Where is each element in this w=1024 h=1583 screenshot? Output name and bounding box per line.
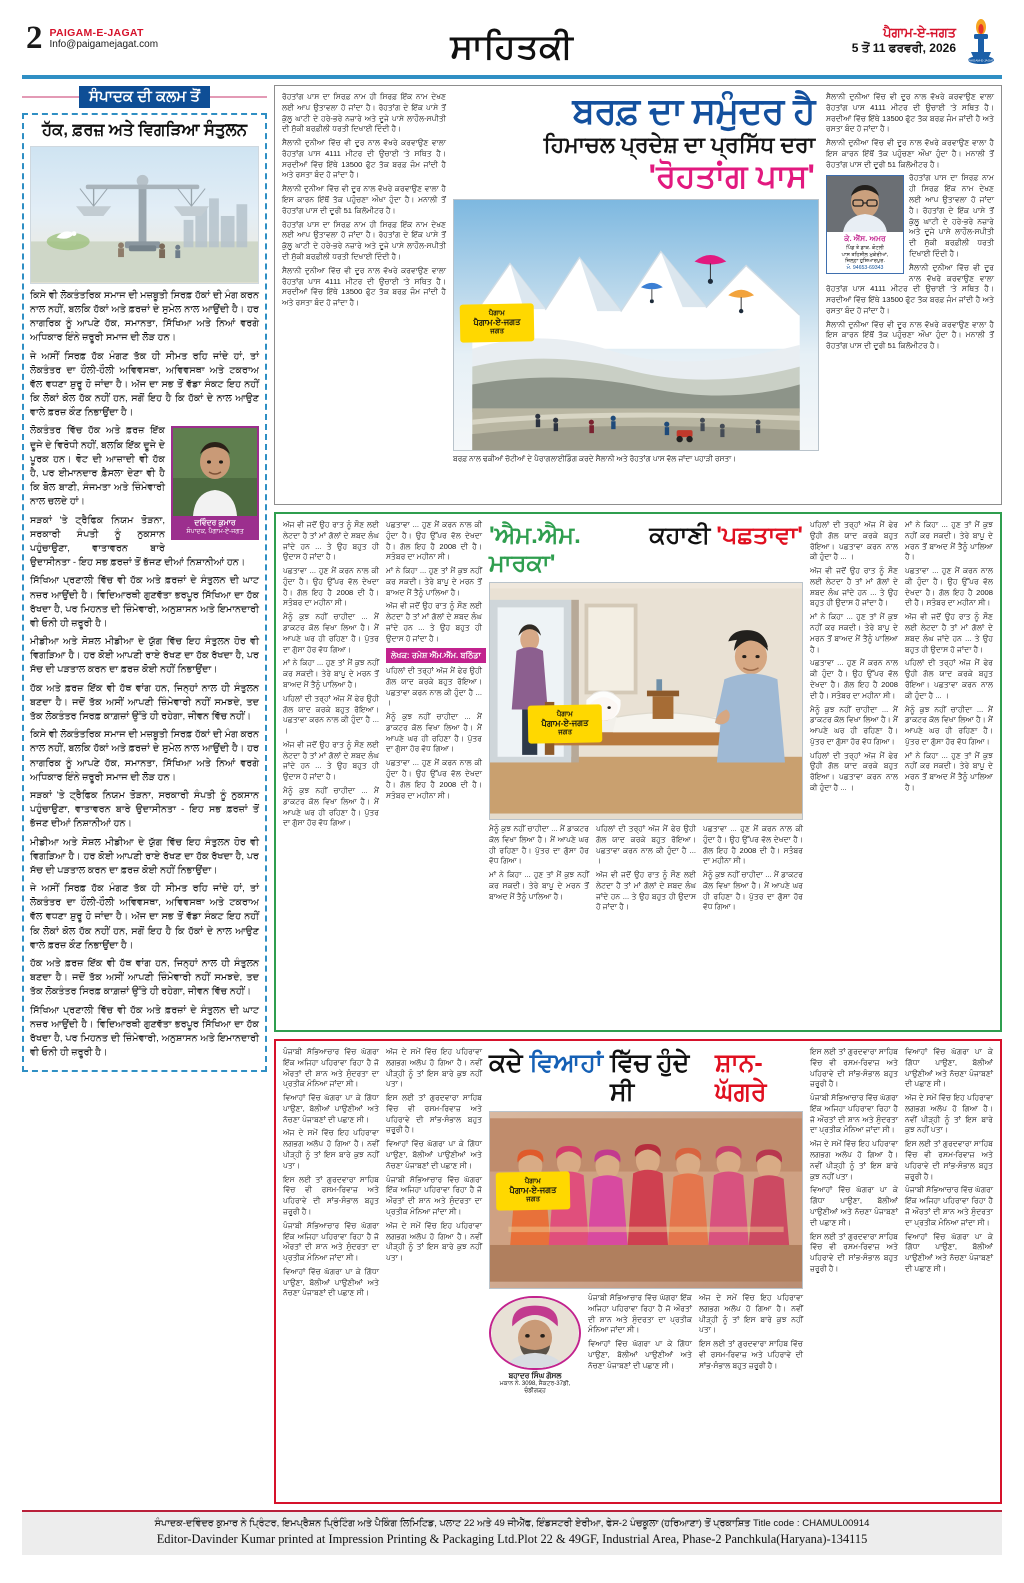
rohtang-headline-line2: ਹਿਮਾਚਲ ਪ੍ਰਦੇਸ਼ ਦਾ ਪ੍ਰਸਿੱਧ ਦਰਾ bbox=[543, 131, 815, 157]
stamp-mid: ਪੈਗਾਮ-ਏ-ਜਗਤ bbox=[473, 317, 521, 328]
rohtang-headline-line1: ਬਰਫ਼ ਦਾ ਸਮੁੰਦਰ ਹੈ bbox=[572, 90, 815, 131]
paragraph: ਅੱਜ ਵੀ ਜਦੋਂ ਉਹ ਰਾਤ ਨੂੰ ਸੌਣ ਲਈ ਲੇਟਦਾ ਹੈ ਤਾਂ ਮਾਂ ਗੱਲਾਂ ਦੇ ਸ਼ਬਦ ਲੰਘ ਜਾਂਦੇ ਹਨ ... ਤੇ ਉਹ ਬਹੁਤ ਹੀ ਉਦਾਸ ਹੋ ਜਾਂਦਾ ਹੈ। bbox=[596, 870, 696, 912]
paragraph: ਇਸ ਲਈ ਤਾਂ ਗੁਰਦਵਾਰਾ ਸਾਹਿਬ ਵਿੱਚ ਵੀ ਰਸਮ-ਰਿਵਾਜ਼ ਅਤੇ ਪਹਿਰਾਵੇ ਦੀ ਸਾਂਭ-ਸੰਭਾਲ ਬਹੁਤ ਜ਼ਰੂਰੀ ਹੈ। bbox=[810, 1047, 898, 1089]
logo-name: ਪੈਗਾਮ-ਏ-ਜਗਤ bbox=[883, 25, 956, 41]
editorial-paragraph: ਜੇ ਅਸੀਂ ਸਿਰਫ਼ ਹੱਕ ਮੰਗਣ ਤੱਕ ਹੀ ਸੀਮਤ ਰਹਿ ਜਾਂਦੇ ਹਾਂ, ਤਾਂ ਲੋਕਤੰਤਰ ਦਾ ਹੌਲੀ-ਹੌਲੀ ਅਵਿਵਸਥਾ, ਅਵਿਵਸਥਾ ਅਤੇ ਟਕਰਾਅ ਵੱਲ ਵਧਣਾ ਸ਼ੁਰੂ ਹੋ ਜਾਂਦਾ ਹੈ। ਅੱਜ ਦਾ ਸਭ ਤੋਂ ਵੱਡਾ ਸੰਕਟ ਇਹ ਨਹੀਂ ਕਿ ਲੋਕਾਂ ਕੋਲ ਹੱਕ ਨਹੀਂ ਹਨ, ਸਗੋਂ ਇਹ ਹੈ ਕਿ ਹੱਕਾਂ ਦੇ ਨਾਲ ਆਉਣ ਵਾਲੇ ਫ਼ਰਜ਼ ਕੌਣ ਨਿਭਾਉਂਦਾ ਹੈ। bbox=[30, 350, 259, 419]
paragraph: ਮੈਨੂੰ ਕੁਝ ਨਹੀਂ ਚਾਹੀਦਾ ... ਮੈਂ ਡਾਕਟਰ ਕੋਲ ਵਿਖਾ ਲਿਆ ਹੈ। ਮੈਂ ਆਪਣੇ ਘਰ ਹੀ ਰਹਿਣਾ ਹੈ। ਪੁੱਤਰ ਦਾ ਗੁੱਸਾ ਹੋਰ ਵੱਧ ਗਿਆ। bbox=[489, 824, 589, 866]
paragraph: ਸੈਲਾਨੀ ਦੁਨੀਆ ਵਿੱਚ ਵੀ ਦੂਰ ਨਾਲ ਵੱਖਰੇ ਕਰਵਾਉਣ ਵਾਲਾ ਰੋਹਤਾਂਗ ਪਾਸ 4111 ਮੀਟਰ ਦੀ ਉਚਾਈ 'ਤੇ ਸਥਿਤ ਹੈ। ਸਰਦੀਆਂ ਵਿੱਚ ਇੱਥੇ 13500 ਫੁੱਟ ਤੱਕ ਬਰਫ਼ ਜੰਮ ਜਾਂਦੀ ਹੈ ਅਤੇ ਰਸਤਾ ਬੰਦ ਹੋ ਜਾਂਦਾ ਹੈ। bbox=[826, 262, 994, 315]
culture-author-name: ਬਹਾਦਰ ਸਿੰਘ ਗੋਸਲ bbox=[508, 1371, 562, 1380]
paragraph: ਰੋਹਤਾਂਗ ਪਾਸ ਦਾ ਸਿਰਫ਼ ਨਾਮ ਹੀ ਸਿਰਫ਼ ਇੱਕ ਨਾਮ ਦੇਖਣ ਲਈ ਆਪ ਉਤਾਵਲਾ ਹੋ ਜਾਂਦਾ ਹੈ। ਰੋਹਤਾਂਗ ਦੇ ਇੱਕ ਪਾਸੇ ਤੋਂ ਕੁੱਲੂ ਘਾਟੀ ਦੇ ਹਰੇ-ਭਰੇ ਨਜ਼ਾਰੇ ਅਤੇ ਦੂਜੇ ਪਾਸੇ ਲਾਹੌਲ-ਸਪੀਤੀ ਦੀ ਸੁੱਕੀ ਬਰਫ਼ੀਲੀ ਧਰਤੀ ਦਿਖਾਈ ਦਿੰਦੀ ਹੈ। bbox=[909, 173, 994, 258]
editorial-banner: ਸੰਪਾਦਕ ਦੀ ਕਲਮ ਤੋਂ bbox=[79, 86, 210, 108]
paragraph: ਰੋਹਤਾਂਗ ਪਾਸ ਦਾ ਸਿਰਫ਼ ਨਾਮ ਹੀ ਸਿਰਫ਼ ਇੱਕ ਨਾਮ ਦੇਖਣ ਲਈ ਆਪ ਉਤਾਵਲਾ ਹੋ ਜਾਂਦਾ ਹੈ। ਰੋਹਤਾਂਗ ਦੇ ਇੱਕ ਪਾਸੇ ਤੋਂ ਕੁੱਲੂ ਘਾਟੀ ਦੇ ਹਰੇ-ਭਰੇ ਨਜ਼ਾਰੇ ਅਤੇ ਦੂਜੇ ਪਾਸੇ ਲਾਹੌਲ-ਸਪੀਤੀ ਦੀ ਸੁੱਕੀ ਬਰਫ਼ੀਲੀ ਧਰਤੀ ਦਿਖਾਈ ਦਿੰਦੀ ਹੈ। bbox=[282, 219, 446, 261]
paragraph: ਮੈਨੂੰ ਕੁਝ ਨਹੀਂ ਚਾਹੀਦਾ ... ਮੈਂ ਡਾਕਟਰ ਕੋਲ ਵਿਖਾ ਲਿਆ ਹੈ। ਮੈਂ ਆਪਣੇ ਘਰ ਹੀ ਰਹਿਣਾ ਹੈ। ਪੁੱਤਰ ਦਾ ਗੁੱਸਾ ਹੋਰ ਵੱਧ ਗਿਆ। bbox=[703, 870, 803, 912]
editorial-author-card bbox=[171, 426, 259, 539]
paragraph: ਪਹਿਲਾਂ ਦੀ ਤਰ੍ਹਾਂ ਅੱਜ ਮੈਂ ਫੇਰ ਉਹੀ ਗੱਲ ਯਾਦ ਕਰਕੇ ਬਹੁਤ ਰੋਇਆ। ਪਛਤਾਵਾ ਕਰਨ ਨਾਲ ਕੀ ਹੁੰਦਾ ਹੈ ... । bbox=[283, 693, 379, 736]
paragraph: ਵਿਆਹਾਂ ਵਿੱਚ ਘੱਗਰਾ ਪਾ ਕੇ ਗਿੱਧਾ ਪਾਉਣਾ, ਬੋਲੀਆਂ ਪਾਉਣੀਆਂ ਅਤੇ ਨੱਚਣਾ ਪੰਜਾਬਣਾਂ ਦੀ ਪਛਾਣ ਸੀ। bbox=[588, 1339, 692, 1370]
articles-column bbox=[274, 85, 1002, 1504]
stamp-bot: ਜਗਤ bbox=[490, 327, 505, 336]
article-ghagra-culture bbox=[274, 1039, 1002, 1504]
rohtang-pass-snow-mountain-photo bbox=[453, 199, 819, 451]
paragraph: ਅੱਜ ਵੀ ਜਦੋਂ ਉਹ ਰਾਤ ਨੂੰ ਸੌਣ ਲਈ ਲੇਟਦਾ ਹੈ ਤਾਂ ਮਾਂ ਗੱਲਾਂ ਦੇ ਸ਼ਬਦ ਲੰਘ ਜਾਂਦੇ ਹਨ ... ਤੇ ਉਹ ਬਹੁਤ ਹੀ ਉਦਾਸ ਹੋ ਜਾਂਦਾ ਹੈ। bbox=[905, 612, 993, 654]
paragraph: ਮਾਂ ਨੇ ਕਿਹਾ ... ਹੁਣ ਤਾਂ ਮੈਂ ਕੁਝ ਨਹੀਂ ਕਰ ਸਕਦੀ। ਤੇਰੇ ਬਾਪੂ ਦੇ ਮਰਨ ਤੋਂ ਬਾਅਦ ਮੈਂ ਤੈਨੂੰ ਪਾਲਿਆ ਹੈ। bbox=[283, 658, 379, 689]
paragraph: ਪਛਤਾਵਾ ... ਹੁਣ ਮੈਂ ਕਰਨ ਨਾਲ ਕੀ ਹੁੰਦਾ ਹੈ। ਉਹ ਉੱਪਰ ਵੱਲ ਦੇਖਦਾ ਹੈ। ਗੱਲ ਇਹ ਹੈ 2008 ਦੀ ਹੈ। ਸਤੰਬਰ ਦਾ ਮਹੀਨਾ ਸੀ। bbox=[905, 566, 993, 608]
paragraph: ਮਾਂ ਨੇ ਕਿਹਾ ... ਹੁਣ ਤਾਂ ਮੈਂ ਕੁਝ ਨਹੀਂ ਕਰ ਸਕਦੀ। ਤੇਰੇ ਬਾਪੂ ਦੇ ਮਰਨ ਤੋਂ ਬਾਅਦ ਮੈਂ ਤੈਨੂੰ ਪਾਲਿਆ ਹੈ। bbox=[810, 612, 898, 654]
culture-text-column-3 bbox=[810, 1047, 898, 1495]
paragraph: ਸੈਲਾਨੀ ਦੁਨੀਆ ਵਿੱਚ ਵੀ ਦੂਰ ਨਾਲ ਵੱਖਰੇ ਕਰਵਾਉਣ ਵਾਲਾ ਰੋਹਤਾਂਗ ਪਾਸ 4111 ਮੀਟਰ ਦੀ ਉਚਾਈ 'ਤੇ ਸਥਿਤ ਹੈ। ਸਰਦੀਆਂ ਵਿੱਚ ਇੱਥੇ 13500 ਫੁੱਟ ਤੱਕ ਬਰਫ਼ ਜੰਮ ਜਾਂਦੀ ਹੈ ਅਤੇ ਰਸਤਾ ਬੰਦ ਹੋ ਜਾਂਦਾ ਹੈ। bbox=[826, 92, 994, 134]
editorial-paragraph: ਸਿੱਖਿਆ ਪ੍ਰਣਾਲੀ ਵਿੱਚ ਵੀ ਹੱਕ ਅਤੇ ਫ਼ਰਜ਼ਾਂ ਦੇ ਸੰਤੁਲਨ ਦੀ ਘਾਟ ਨਜ਼ਰ ਆਉਂਦੀ ਹੈ। ਵਿਦਿਆਰਥੀ ਗੁਣਵੱਤਾ ਭਰਪੂਰ ਸਿੱਖਿਆ ਦਾ ਹੱਕ ਰੱਖਦਾ ਹੈ, ਪਰ ਮਿਹਨਤ ਦੀ ਜ਼ਿੰਮੇਵਾਰੀ, ਅਨੁਸ਼ਾਸਨ ਅਤੇ ਇਮਾਨਦਾਰੀ ਵੀ ਓਨੀ ਹੀ ਜ਼ਰੂਰੀ ਹੈ। bbox=[30, 575, 259, 629]
paragraph: ਮਾਂ ਨੇ ਕਿਹਾ ... ਹੁਣ ਤਾਂ ਮੈਂ ਕੁਝ ਨਹੀਂ ਕਰ ਸਕਦੀ। ਤੇਰੇ ਬਾਪੂ ਦੇ ਮਰਨ ਤੋਂ ਬਾਅਦ ਮੈਂ ਤੈਨੂੰ ਪਾਲਿਆ ਹੈ। bbox=[905, 750, 993, 792]
article-rohtang-pass bbox=[274, 85, 1002, 505]
culture-text-column-4 bbox=[905, 1047, 993, 1495]
editorial-paragraph: ਮੀਡੀਆ ਅਤੇ ਸੋਸ਼ਲ ਮੀਡੀਆ ਦੇ ਯੁੱਗ ਵਿੱਚ ਇਹ ਸੰਤੁਲਨ ਹੋਰ ਵੀ ਵਿਗੜਿਆ ਹੈ। ਹਰ ਕੋਈ ਆਪਣੀ ਰਾਏ ਰੱਖਣ ਦਾ ਹੱਕ ਰੱਖਦਾ ਹੈ, ਪਰ ਸੱਚ ਦੀ ਪੜਤਾਲ ਕਰਨ ਦਾ ਫ਼ਰਜ਼ ਕੋਈ ਨਹੀਂ ਨਿਭਾਉਂਦਾ। bbox=[30, 636, 259, 676]
paragraph: ਪਛਤਾਵਾ ... ਹੁਣ ਮੈਂ ਕਰਨ ਨਾਲ ਕੀ ਹੁੰਦਾ ਹੈ। ਉਹ ਉੱਪਰ ਵੱਲ ਦੇਖਦਾ ਹੈ। ਗੱਲ ਇਹ ਹੈ 2008 ਦੀ ਹੈ। ਸਤੰਬਰ ਦਾ ਮਹੀਨਾ ਸੀ। bbox=[386, 520, 482, 562]
paragraph: ਪੰਜਾਬੀ ਸੱਭਿਆਚਾਰ ਵਿੱਚ ਘੱਗਰਾ ਇੱਕ ਅਜਿਹਾ ਪਹਿਰਾਵਾ ਰਿਹਾ ਹੈ ਜੋ ਔਰਤਾਂ ਦੀ ਸ਼ਾਨ ਅਤੇ ਸੁੰਦਰਤਾ ਦਾ ਪ੍ਰਤੀਕ ਮੰਨਿਆ ਜਾਂਦਾ ਸੀ। bbox=[283, 1220, 379, 1263]
stamp-mid: ਪੈਗਾਮ-ਏ-ਜਗਤ bbox=[541, 717, 589, 729]
masthead bbox=[0, 0, 1024, 72]
paragraph: ਅੱਜ ਵੀ ਜਦੋਂ ਉਹ ਰਾਤ ਨੂੰ ਸੌਣ ਲਈ ਲੇਟਦਾ ਹੈ ਤਾਂ ਮਾਂ ਗੱਲਾਂ ਦੇ ਸ਼ਬਦ ਲੰਘ ਜਾਂਦੇ ਹਨ ... ਤੇ ਉਹ ਬਹੁਤ ਹੀ ਉਦਾਸ ਹੋ ਜਾਂਦਾ ਹੈ। bbox=[283, 739, 379, 782]
issue-date: 5 ਤੋਂ 11 ਫਰਵਰੀ, 2026 bbox=[851, 41, 956, 56]
rohtang-text-column-1 bbox=[282, 92, 446, 497]
editorial-paragraph: ਕਿਸੇ ਵੀ ਲੋਕਤੰਤਰਿਕ ਸਮਾਜ ਦੀ ਮਜ਼ਬੂਤੀ ਸਿਰਫ਼ ਹੱਕਾਂ ਦੀ ਮੰਗ ਕਰਨ ਨਾਲ ਨਹੀਂ, ਬਲਕਿ ਹੱਕਾਂ ਅਤੇ ਫ਼ਰਜ਼ਾਂ ਦੇ ਸੁਮੇਲ ਨਾਲ ਆਉਂਦੀ ਹੈ। ਹਰ ਨਾਗਰਿਕ ਨੂੰ ਆਪਣੇ ਹੱਕ, ਸਮਾਨਤਾ, ਸਿੱਖਿਆ ਅਤੇ ਨਿਆਂ ਵਰਗੇ ਅਧਿਕਾਰ ਇੰਨੇ ਜ਼ਰੂਰੀ ਸਮਾਜ ਦੀ ਲੋੜ ਹਨ। bbox=[30, 729, 259, 783]
culture-text-column-2 bbox=[386, 1047, 482, 1495]
masthead-right bbox=[852, 18, 1000, 64]
culture-main-block bbox=[489, 1047, 803, 1495]
editorial-paragraph: ਕਿਸੇ ਵੀ ਲੋਕਤੰਤਰਿਕ ਸਮਾਜ ਦੀ ਮਜ਼ਬੂਤੀ ਸਿਰਫ਼ ਹੱਕਾਂ ਦੀ ਮੰਗ ਕਰਨ ਨਾਲ ਨਹੀਂ, ਬਲਕਿ ਹੱਕਾਂ ਅਤੇ ਫ਼ਰਜ਼ਾਂ ਦੇ ਸੁਮੇਲ ਨਾਲ ਆਉਂਦੀ ਹੈ। ਹਰ ਨਾਗਰਿਕ ਨੂੰ ਆਪਣੇ ਹੱਕ, ਸਮਾਨਤਾ, ਸਿੱਖਿਆ ਅਤੇ ਨਿਆਂ ਵਰਗੇ ਅਧਿਕਾਰ ਇੰਨੇ ਜ਼ਰੂਰੀ ਸਮਾਜ ਦੀ ਲੋੜ ਹਨ। bbox=[30, 289, 259, 344]
paragraph: ਪਹਿਲਾਂ ਦੀ ਤਰ੍ਹਾਂ ਅੱਜ ਮੈਂ ਫੇਰ ਉਹੀ ਗੱਲ ਯਾਦ ਕਰਕੇ ਬਹੁਤ ਰੋਇਆ। ਪਛਤਾਵਾ ਕਰਨ ਨਾਲ ਕੀ ਹੁੰਦਾ ਹੈ ... । bbox=[386, 665, 482, 708]
paragraph: ਮਾਂ ਨੇ ਕਿਹਾ ... ਹੁਣ ਤਾਂ ਮੈਂ ਕੁਝ ਨਹੀਂ ਕਰ ਸਕਦੀ। ਤੇਰੇ ਬਾਪੂ ਦੇ ਮਰਨ ਤੋਂ ਬਾਅਦ ਮੈਂ ਤੈਨੂੰ ਪਾਲਿਆ ਹੈ। bbox=[386, 566, 482, 597]
svg-text:PAIGAM-E-JAGAT: PAIGAM-E-JAGAT bbox=[968, 58, 994, 63]
editorial-box bbox=[22, 113, 267, 1072]
editorial-paragraph: ਹੱਕ ਅਤੇ ਫ਼ਰਜ਼ ਇੱਕ ਵੀ ਹੱਥ ਵਾਂਗ ਹਨ, ਜਿਨ੍ਹਾਂ ਨਾਲ ਹੀ ਸੰਤੁਲਨ ਬਣਦਾ ਹੈ। ਜਦੋਂ ਤੱਕ ਅਸੀਂ ਆਪਣੀ ਜ਼ਿੰਮੇਵਾਰੀ ਨਹੀਂ ਸਮਝਦੇ, ਤਦ ਤੱਕ ਲੋਕਤੰਤਰ ਸਿਰਫ਼ ਕਾਗ਼ਜ਼ਾਂ ਉੱਤੇ ਹੀ ਰਹੇਗਾ, ਜੀਵਨ ਵਿੱਚ ਨਹੀਂ। bbox=[30, 682, 259, 723]
paragraph: ਅੱਜ ਦੇ ਸਮੇਂ ਵਿੱਚ ਇਹ ਪਹਿਰਾਵਾ ਲਗਭਗ ਅਲੋਪ ਹੋ ਗਿਆ ਹੈ। ਨਵੀਂ ਪੀੜ੍ਹੀ ਨੂੰ ਤਾਂ ਇਸ ਬਾਰੇ ਕੁਝ ਨਹੀਂ ਪਤਾ। bbox=[905, 1093, 993, 1135]
rohtang-author-name: ਕੇ. ਐੱਸ. ਅਮਰ bbox=[844, 234, 886, 244]
editorial-banner-row bbox=[22, 85, 267, 109]
paragraph: ਸੈਲਾਨੀ ਦੁਨੀਆ ਵਿੱਚ ਵੀ ਦੂਰ ਨਾਲ ਵੱਖਰੇ ਕਰਵਾਉਣ ਵਾਲਾ ਹੈ ਇਸ ਕਾਰਨ ਇੱਥੋਂ ਤੱਕ ਪਹੁੰਚਣਾ ਔਖਾ ਹੁੰਦਾ ਹੈ। ਮਨਾਲੀ ਤੋਂ ਰੋਹਤਾਂਗ ਪਾਸ ਦੀ ਦੂਰੀ 51 ਕਿਲੋਮੀਟਰ ਹੈ। bbox=[826, 138, 994, 169]
paragraph: ਵਿਆਹਾਂ ਵਿੱਚ ਘੱਗਰਾ ਪਾ ਕੇ ਗਿੱਧਾ ਪਾਉਣਾ, ਬੋਲੀਆਂ ਪਾਉਣੀਆਂ ਅਤੇ ਨੱਚਣਾ ਪੰਜਾਬਣਾਂ ਦੀ ਪਛਾਣ ਸੀ। bbox=[810, 1185, 898, 1227]
rohtang-author-photo bbox=[827, 176, 903, 232]
paragraph: ਅੱਜ ਦੇ ਸਮੇਂ ਵਿੱਚ ਇਹ ਪਹਿਰਾਵਾ ਲਗਭਗ ਅਲੋਪ ਹੋ ਗਿਆ ਹੈ। ਨਵੀਂ ਪੀੜ੍ਹੀ ਨੂੰ ਤਾਂ ਇਸ ਬਾਰੇ ਕੁਝ ਨਹੀਂ ਪਤਾ। bbox=[810, 1139, 898, 1181]
culture-author-designation: ਮਕਾਨ ਨੰ. 3098, ਸੈਕਟਰ-37ਡੀ, ਚੰਡੀਗੜ੍ਹ bbox=[499, 1380, 571, 1395]
culture-text-under-photo bbox=[588, 1293, 803, 1495]
paragraph: ਮੈਨੂੰ ਕੁਝ ਨਹੀਂ ਚਾਹੀਦਾ ... ਮੈਂ ਡਾਕਟਰ ਕੋਲ ਵਿਖਾ ਲਿਆ ਹੈ। ਮੈਂ ਆਪਣੇ ਘਰ ਹੀ ਰਹਿਣਾ ਹੈ। ਪੁੱਤਰ ਦਾ ਗੁੱਸਾ ਹੋਰ ਵੱਧ ਗਿਆ। bbox=[810, 704, 898, 746]
paragraph: ਸੈਲਾਨੀ ਦੁਨੀਆ ਵਿੱਚ ਵੀ ਦੂਰ ਨਾਲ ਵੱਖਰੇ ਕਰਵਾਉਣ ਵਾਲਾ ਰੋਹਤਾਂਗ ਪਾਸ 4111 ਮੀਟਰ ਦੀ ਉਚਾਈ 'ਤੇ ਸਥਿਤ ਹੈ। ਸਰਦੀਆਂ ਵਿੱਚ ਇੱਥੇ 13500 ਫੁੱਟ ਤੱਕ ਬਰਫ਼ ਜੰਮ ਜਾਂਦੀ ਹੈ ਅਤੇ ਰਸਤਾ ਬੰਦ ਹੋ ਜਾਂਦਾ ਹੈ। bbox=[282, 138, 446, 180]
paragraph: ਅੱਜ ਦੇ ਸਮੇਂ ਵਿੱਚ ਇਹ ਪਹਿਰਾਵਾ ਲਗਭਗ ਅਲੋਪ ਹੋ ਗਿਆ ਹੈ। ਨਵੀਂ ਪੀੜ੍ਹੀ ਨੂੰ ਤਾਂ ਇਸ ਬਾਰੇ ਕੁਝ ਨਹੀਂ ਪਤਾ। bbox=[283, 1128, 379, 1170]
paragraph: ਇਸ ਲਈ ਤਾਂ ਗੁਰਦਵਾਰਾ ਸਾਹਿਬ ਵਿੱਚ ਵੀ ਰਸਮ-ਰਿਵਾਜ਼ ਅਤੇ ਪਹਿਰਾਵੇ ਦੀ ਸਾਂਭ-ਸੰਭਾਲ ਬਹੁਤ ਜ਼ਰੂਰੀ ਹੈ। bbox=[283, 1174, 379, 1216]
rohtang-author-caption bbox=[827, 232, 903, 273]
story-main-block bbox=[489, 520, 803, 1023]
banner-dash-left bbox=[22, 96, 79, 98]
editorial-author-photo bbox=[173, 428, 257, 516]
paragraph: ਅੱਜ ਵੀ ਜਦੋਂ ਉਹ ਰਾਤ ਨੂੰ ਸੌਣ ਲਈ ਲੇਟਦਾ ਹੈ ਤਾਂ ਮਾਂ ਗੱਲਾਂ ਦੇ ਸ਼ਬਦ ਲੰਘ ਜਾਂਦੇ ਹਨ ... ਤੇ ਉਹ ਬਹੁਤ ਹੀ ਉਦਾਸ ਹੋ ਜਾਂਦਾ ਹੈ। bbox=[810, 566, 898, 608]
editorial-paragraph: ਹੱਕ ਅਤੇ ਫ਼ਰਜ਼ ਇੱਕ ਵੀ ਹੱਥ ਵਾਂਗ ਹਨ, ਜਿਨ੍ਹਾਂ ਨਾਲ ਹੀ ਸੰਤੁਲਨ ਬਣਦਾ ਹੈ। ਜਦੋਂ ਤੱਕ ਅਸੀਂ ਆਪਣੀ ਜ਼ਿੰਮੇਵਾਰੀ ਨਹੀਂ ਸਮਝਦੇ, ਤਦ ਤੱਕ ਲੋਕਤੰਤਰ ਸਿਰਫ਼ ਕਾਗ਼ਜ਼ਾਂ ਉੱਤੇ ਹੀ ਰਹੇਗਾ, ਜੀਵਨ ਵਿੱਚ ਨਹੀਂ। bbox=[30, 958, 259, 998]
paragraph: ਮਾਂ ਨੇ ਕਿਹਾ ... ਹੁਣ ਤਾਂ ਮੈਂ ਕੁਝ ਨਹੀਂ ਕਰ ਸਕਦੀ। ਤੇਰੇ ਬਾਪੂ ਦੇ ਮਰਨ ਤੋਂ ਬਾਅਦ ਮੈਂ ਤੈਨੂੰ ਪਾਲਿਆ ਹੈ। bbox=[905, 520, 993, 562]
paragraph: ਅੱਜ ਵੀ ਜਦੋਂ ਉਹ ਰਾਤ ਨੂੰ ਸੌਣ ਲਈ ਲੇਟਦਾ ਹੈ ਤਾਂ ਮਾਂ ਗੱਲਾਂ ਦੇ ਸ਼ਬਦ ਲੰਘ ਜਾਂਦੇ ਹਨ ... ਤੇ ਉਹ ਬਹੁਤ ਹੀ ਉਦਾਸ ਹੋ ਜਾਂਦਾ ਹੈ। bbox=[386, 601, 482, 643]
paragraph: ਮੈਨੂੰ ਕੁਝ ਨਹੀਂ ਚਾਹੀਦਾ ... ਮੈਂ ਡਾਕਟਰ ਕੋਲ ਵਿਖਾ ਲਿਆ ਹੈ। ਮੈਂ ਆਪਣੇ ਘਰ ਹੀ ਰਹਿਣਾ ਹੈ। ਪੁੱਤਰ ਦਾ ਗੁੱਸਾ ਹੋਰ ਵੱਧ ਗਿਆ। bbox=[386, 712, 482, 754]
paragraph: ਅੱਜ ਵੀ ਜਦੋਂ ਉਹ ਰਾਤ ਨੂੰ ਸੌਣ ਲਈ ਲੇਟਦਾ ਹੈ ਤਾਂ ਮਾਂ ਗੱਲਾਂ ਦੇ ਸ਼ਬਦ ਲੰਘ ਜਾਂਦੇ ਹਨ ... ਤੇ ਉਹ ਬਹੁਤ ਹੀ ਉਦਾਸ ਹੋ ਜਾਂਦਾ ਹੈ। bbox=[283, 520, 379, 562]
paragraph: ਇਸ ਲਈ ਤਾਂ ਗੁਰਦਵਾਰਾ ਸਾਹਿਬ ਵਿੱਚ ਵੀ ਰਸਮ-ਰਿਵਾਜ਼ ਅਤੇ ਪਹਿਰਾਵੇ ਦੀ ਸਾਂਭ-ਸੰਭਾਲ ਬਹੁਤ ਜ਼ਰੂਰੀ ਹੈ। bbox=[905, 1139, 993, 1181]
rohtang-headline-line3: 'ਰੋਹਤਾਂਗ ਪਾਸ' bbox=[648, 158, 815, 195]
paragraph: ਇਸ ਲਈ ਤਾਂ ਗੁਰਦਵਾਰਾ ਸਾਹਿਬ ਵਿੱਚ ਵੀ ਰਸਮ-ਰਿਵਾਜ਼ ਅਤੇ ਪਹਿਰਾਵੇ ਦੀ ਸਾਂਭ-ਸੰਭਾਲ ਬਹੁਤ ਜ਼ਰੂਰੀ ਹੈ। bbox=[699, 1339, 803, 1370]
story-headline bbox=[489, 520, 803, 582]
paragraph: ਇਸ ਲਈ ਤਾਂ ਗੁਰਦਵਾਰਾ ਸਾਹਿਬ ਵਿੱਚ ਵੀ ਰਸਮ-ਰਿਵਾਜ਼ ਅਤੇ ਪਹਿਰਾਵੇ ਦੀ ਸਾਂਭ-ਸੰਭਾਲ ਬਹੁਤ ਜ਼ਰੂਰੀ ਹੈ। bbox=[386, 1093, 482, 1135]
paigam-watermark-stamp bbox=[496, 1171, 571, 1210]
story-headline-green: 'ਐਮ.ਐਮ. ਮਾਰਕਾ' bbox=[489, 522, 581, 577]
paragraph: ਅੱਜ ਦੇ ਸਮੇਂ ਵਿੱਚ ਇਹ ਪਹਿਰਾਵਾ ਲਗਭਗ ਅਲੋਪ ਹੋ ਗਿਆ ਹੈ। ਨਵੀਂ ਪੀੜ੍ਹੀ ਨੂੰ ਤਾਂ ਇਸ ਬਾਰੇ ਕੁਝ ਨਹੀਂ ਪਤਾ। bbox=[386, 1047, 482, 1089]
paragraph: ਪਛਤਾਵਾ ... ਹੁਣ ਮੈਂ ਕਰਨ ਨਾਲ ਕੀ ਹੁੰਦਾ ਹੈ। ਉਹ ਉੱਪਰ ਵੱਲ ਦੇਖਦਾ ਹੈ। ਗੱਲ ਇਹ ਹੈ 2008 ਦੀ ਹੈ। ਸਤੰਬਰ ਦਾ ਮਹੀਨਾ ਸੀ। bbox=[283, 566, 379, 608]
section-title: ਸਾਹਿਤਕੀ bbox=[450, 28, 574, 66]
paragraph: ਪਹਿਲਾਂ ਦੀ ਤਰ੍ਹਾਂ ਅੱਜ ਮੈਂ ਫੇਰ ਉਹੀ ਗੱਲ ਯਾਦ ਕਰਕੇ ਬਹੁਤ ਰੋਇਆ। ਪਛਤਾਵਾ ਕਰਨ ਨਾਲ ਕੀ ਹੁੰਦਾ ਹੈ ... । bbox=[905, 658, 993, 700]
scales-of-justice-photo bbox=[30, 146, 259, 284]
paragraph: ਰੋਹਤਾਂਗ ਪਾਸ ਦਾ ਸਿਰਫ਼ ਨਾਮ ਹੀ ਸਿਰਫ਼ ਇੱਕ ਨਾਮ ਦੇਖਣ ਲਈ ਆਪ ਉਤਾਵਲਾ ਹੋ ਜਾਂਦਾ ਹੈ। ਰੋਹਤਾਂਗ ਦੇ ਇੱਕ ਪਾਸੇ ਤੋਂ ਕੁੱਲੂ ਘਾਟੀ ਦੇ ਹਰੇ-ਭਰੇ ਨਜ਼ਾਰੇ ਅਤੇ ਦੂਜੇ ਪਾਸੇ ਲਾਹੌਲ-ਸਪੀਤੀ ਦੀ ਸੁੱਕੀ ਬਰਫ਼ੀਲੀ ਧਰਤੀ ਦਿਖਾਈ ਦਿੰਦੀ ਹੈ। bbox=[282, 92, 446, 134]
paragraph: ਪਛਤਾਵਾ ... ਹੁਣ ਮੈਂ ਕਰਨ ਨਾਲ ਕੀ ਹੁੰਦਾ ਹੈ। ਉਹ ਉੱਪਰ ਵੱਲ ਦੇਖਦਾ ਹੈ। ਗੱਲ ਇਹ ਹੈ 2008 ਦੀ ਹੈ। ਸਤੰਬਰ ਦਾ ਮਹੀਨਾ ਸੀ। bbox=[810, 658, 898, 700]
story-text-column-2 bbox=[386, 520, 482, 1023]
story-text-column-3 bbox=[810, 520, 898, 1023]
story-text-under-photo bbox=[489, 824, 803, 913]
paragraph: ਵਿਆਹਾਂ ਵਿੱਚ ਘੱਗਰਾ ਪਾ ਕੇ ਗਿੱਧਾ ਪਾਉਣਾ, ਬੋਲੀਆਂ ਪਾਉਣੀਆਂ ਅਤੇ ਨੱਚਣਾ ਪੰਜਾਬਣਾਂ ਦੀ ਪਛਾਣ ਸੀ। bbox=[283, 1266, 379, 1298]
rohtang-author-line1: ਪਿੰਡ ਤੇ ਡਾਕ. ਕੋਟਲੀ bbox=[846, 245, 884, 252]
paragraph: ਪਹਿਲਾਂ ਦੀ ਤਰ੍ਹਾਂ ਅੱਜ ਮੈਂ ਫੇਰ ਉਹੀ ਗੱਲ ਯਾਦ ਕਰਕੇ ਬਹੁਤ ਰੋਇਆ। ਪਛਤਾਵਾ ਕਰਨ ਨਾਲ ਕੀ ਹੁੰਦਾ ਹੈ ... । bbox=[810, 520, 898, 562]
editorial-paragraph: ਸਿੱਖਿਆ ਪ੍ਰਣਾਲੀ ਵਿੱਚ ਵੀ ਹੱਕ ਅਤੇ ਫ਼ਰਜ਼ਾਂ ਦੇ ਸੰਤੁਲਨ ਦੀ ਘਾਟ ਨਜ਼ਰ ਆਉਂਦੀ ਹੈ। ਵਿਦਿਆਰਥੀ ਗੁਣਵੱਤਾ ਭਰਪੂਰ ਸਿੱਖਿਆ ਦਾ ਹੱਕ ਰੱਖਦਾ ਹੈ, ਪਰ ਮਿਹਨਤ ਦੀ ਜ਼ਿੰਮੇਵਾਰੀ, ਅਨੁਸ਼ਾਸਨ ਅਤੇ ਇਮਾਨਦਾਰੀ ਵੀ ਓਨੀ ਹੀ ਜ਼ਰੂਰੀ ਹੈ। bbox=[30, 1004, 259, 1059]
culture-headline bbox=[489, 1047, 803, 1111]
rohtang-headline bbox=[453, 92, 819, 194]
culture-headline-part4: ਸ਼ਾਨ-ਘੱਗਰੇ bbox=[714, 1049, 767, 1106]
page-body bbox=[0, 79, 1024, 1504]
paragraph: ਪੰਜਾਬੀ ਸੱਭਿਆਚਾਰ ਵਿੱਚ ਘੱਗਰਾ ਇੱਕ ਅਜਿਹਾ ਪਹਿਰਾਵਾ ਰਿਹਾ ਹੈ ਜੋ ਔਰਤਾਂ ਦੀ ਸ਼ਾਨ ਅਤੇ ਸੁੰਦਰਤਾ ਦਾ ਪ੍ਰਤੀਕ ਮੰਨਿਆ ਜਾਂਦਾ ਸੀ। bbox=[905, 1185, 993, 1227]
story-byline: ਲੇਖਕ: ਰਮੇਸ਼ ਐੱਮ.ਐੱਮ. ਬਠਿੰਡਾ bbox=[386, 648, 486, 663]
stamp-mid: ਪੈਗਾਮ-ਏ-ਜਗਤ bbox=[509, 1184, 557, 1196]
editorial-paragraph: ਲੋਕਤੰਤਰ ਵਿੱਚ ਹੱਕ ਅਤੇ ਫ਼ਰਜ਼ ਇੱਕ ਦੂਜੇ ਦੇ ਵਿਰੋਧੀ ਨਹੀਂ, ਬਲਕਿ ਇੱਕ ਦੂਜੇ ਦੇ ਪੂਰਕ ਹਨ। ਵੋਟ ਦੀ ਆਜ਼ਾਦੀ ਵੀ ਹੱਕ ਹੈ, ਪਰ ਈਮਾਨਦਾਰ ਫ਼ੈਸਲਾ ਦੇਣਾ ਵੀ ਹੈ ਕਿ ਬੋਲ ਬਾਣੀ, ਸੰਜਮਤਾ ਅਤੇ ਜ਼ਿੰਮੇਵਾਰੀ ਨਾਲ ਚਲਦੇ ਹਾਂ। bbox=[30, 425, 165, 508]
page-footer bbox=[22, 1510, 1002, 1555]
paragraph: ਸੈਲਾਨੀ ਦੁਨੀਆ ਵਿੱਚ ਵੀ ਦੂਰ ਨਾਲ ਵੱਖਰੇ ਕਰਵਾਉਣ ਵਾਲਾ ਹੈ ਇਸ ਕਾਰਨ ਇੱਥੋਂ ਤੱਕ ਪਹੁੰਚਣਾ ਔਖਾ ਹੁੰਦਾ ਹੈ। ਮਨਾਲੀ ਤੋਂ ਰੋਹਤਾਂਗ ਪਾਸ ਦੀ ਦੂਰੀ 51 ਕਿਲੋਮੀਟਰ ਹੈ। bbox=[282, 184, 446, 215]
paragraph: ਪੰਜਾਬੀ ਸੱਭਿਆਚਾਰ ਵਿੱਚ ਘੱਗਰਾ ਇੱਕ ਅਜਿਹਾ ਪਹਿਰਾਵਾ ਰਿਹਾ ਹੈ ਜੋ ਔਰਤਾਂ ਦੀ ਸ਼ਾਨ ਅਤੇ ਸੁੰਦਰਤਾ ਦਾ ਪ੍ਰਤੀਕ ਮੰਨਿਆ ਜਾਂਦਾ ਸੀ। bbox=[386, 1174, 482, 1216]
culture-headline-part3: ਵਿੱਚ ਹੁੰਦੇ ਸੀ bbox=[609, 1049, 690, 1106]
paragraph: ਪੰਜਾਬੀ ਸੱਭਿਆਚਾਰ ਵਿੱਚ ਘੱਗਰਾ ਇੱਕ ਅਜਿਹਾ ਪਹਿਰਾਵਾ ਰਿਹਾ ਹੈ ਜੋ ਔਰਤਾਂ ਦੀ ਸ਼ਾਨ ਅਤੇ ਸੁੰਦਰਤਾ ਦਾ ਪ੍ਰਤੀਕ ਮੰਨਿਆ ਜਾਂਦਾ ਸੀ। bbox=[588, 1293, 692, 1335]
paragraph: ਸੈਲਾਨੀ ਦੁਨੀਆ ਵਿੱਚ ਵੀ ਦੂਰ ਨਾਲ ਵੱਖਰੇ ਕਰਵਾਉਣ ਵਾਲਾ ਰੋਹਤਾਂਗ ਪਾਸ 4111 ਮੀਟਰ ਦੀ ਉਚਾਈ 'ਤੇ ਸਥਿਤ ਹੈ। ਸਰਦੀਆਂ ਵਿੱਚ ਇੱਥੇ 13500 ਫੁੱਟ ਤੱਕ ਬਰਫ਼ ਜੰਮ ਜਾਂਦੀ ਹੈ ਅਤੇ ਰਸਤਾ ਬੰਦ ਹੋ ਜਾਂਦਾ ਹੈ। bbox=[282, 265, 446, 308]
culture-headline-part2: ਵਿਆਹਾਂ bbox=[529, 1049, 603, 1077]
stamp-bot: ਜਗਤ bbox=[558, 728, 573, 736]
stamp-top: ਪੈਗਾਮ bbox=[488, 310, 505, 318]
culture-headline-part1: ਕਦੇ bbox=[489, 1049, 523, 1077]
stamp-top: ਪੈਗਾਮ bbox=[556, 710, 573, 719]
editorial-author-name: ਦਵਿੰਦਰ ਕੁਮਾਰ bbox=[194, 518, 236, 528]
editorial-column bbox=[22, 85, 267, 1504]
story-headline-black: ਕਹਾਣੀ bbox=[649, 522, 711, 549]
editorial-author-caption bbox=[173, 516, 257, 537]
paragraph: ਅੱਜ ਦੇ ਸਮੇਂ ਵਿੱਚ ਇਹ ਪਹਿਰਾਵਾ ਲਗਭਗ ਅਲੋਪ ਹੋ ਗਿਆ ਹੈ। ਨਵੀਂ ਪੀੜ੍ਹੀ ਨੂੰ ਤਾਂ ਇਸ ਬਾਰੇ ਕੁਝ ਨਹੀਂ ਪਤਾ। bbox=[699, 1293, 803, 1335]
editorial-body bbox=[30, 289, 259, 1065]
culture-text-column-1 bbox=[283, 1047, 379, 1495]
paragraph: ਮੈਨੂੰ ਕੁਝ ਨਹੀਂ ਚਾਹੀਦਾ ... ਮੈਂ ਡਾਕਟਰ ਕੋਲ ਵਿਖਾ ਲਿਆ ਹੈ। ਮੈਂ ਆਪਣੇ ਘਰ ਹੀ ਰਹਿਣਾ ਹੈ। ਪੁੱਤਰ ਦਾ ਗੁੱਸਾ ਹੋਰ ਵੱਧ ਗਿਆ। bbox=[283, 612, 379, 654]
story-text-column-4 bbox=[905, 520, 993, 1023]
paigam-watermark-stamp bbox=[460, 304, 535, 343]
culture-author-photo bbox=[489, 1296, 581, 1370]
masthead-left bbox=[26, 20, 159, 56]
editorial-paragraph: ਮੀਡੀਆ ਅਤੇ ਸੋਸ਼ਲ ਮੀਡੀਆ ਦੇ ਯੁੱਗ ਵਿੱਚ ਇਹ ਸੰਤੁਲਨ ਹੋਰ ਵੀ ਵਿਗੜਿਆ ਹੈ। ਹਰ ਕੋਈ ਆਪਣੀ ਰਾਏ ਰੱਖਣ ਦਾ ਹੱਕ ਰੱਖਦਾ ਹੈ, ਪਰ ਸੱਚ ਦੀ ਪੜਤਾਲ ਕਰਨ ਦਾ ਫ਼ਰਜ਼ ਕੋਈ ਨਹੀਂ ਨਿਭਾਉਂਦਾ। bbox=[30, 836, 259, 876]
paragraph: ਮੈਨੂੰ ਕੁਝ ਨਹੀਂ ਚਾਹੀਦਾ ... ਮੈਂ ਡਾਕਟਰ ਕੋਲ ਵਿਖਾ ਲਿਆ ਹੈ। ਮੈਂ ਆਪਣੇ ਘਰ ਹੀ ਰਹਿਣਾ ਹੈ। ਪੁੱਤਰ ਦਾ ਗੁੱਸਾ ਹੋਰ ਵੱਧ ਗਿਆ। bbox=[905, 704, 993, 746]
stamp-top: ਪੈਗਾਮ bbox=[524, 1177, 541, 1186]
rohtang-author-phone: ਮੋ. 94653-69343 bbox=[846, 264, 884, 271]
paragraph: ਵਿਆਹਾਂ ਵਿੱਚ ਘੱਗਰਾ ਪਾ ਕੇ ਗਿੱਧਾ ਪਾਉਣਾ, ਬੋਲੀਆਂ ਪਾਉਣੀਆਂ ਅਤੇ ਨੱਚਣਾ ਪੰਜਾਬਣਾਂ ਦੀ ਪਛਾਣ ਸੀ। bbox=[905, 1231, 993, 1273]
mother-son-hospital-room-photo bbox=[489, 582, 803, 820]
paragraph: ਇਸ ਲਈ ਤਾਂ ਗੁਰਦਵਾਰਾ ਸਾਹਿਬ ਵਿੱਚ ਵੀ ਰਸਮ-ਰਿਵਾਜ਼ ਅਤੇ ਪਹਿਰਾਵੇ ਦੀ ਸਾਂਭ-ਸੰਭਾਲ ਬਹੁਤ ਜ਼ਰੂਰੀ ਹੈ। bbox=[810, 1231, 898, 1273]
punjabi-women-traditional-dress-photo bbox=[489, 1111, 803, 1289]
paragraph: ਪੰਜਾਬੀ ਸੱਭਿਆਚਾਰ ਵਿੱਚ ਘੱਗਰਾ ਇੱਕ ਅਜਿਹਾ ਪਹਿਰਾਵਾ ਰਿਹਾ ਹੈ ਜੋ ਔਰਤਾਂ ਦੀ ਸ਼ਾਨ ਅਤੇ ਸੁੰਦਰਤਾ ਦਾ ਪ੍ਰਤੀਕ ਮੰਨਿਆ ਜਾਂਦਾ ਸੀ। bbox=[283, 1047, 379, 1089]
footer-punjabi-line: ਸੰਪਾਦਕ-ਦਵਿੰਦਰ ਕੁਮਾਰ ਨੇ ਪ੍ਰਿੰਟਰ, ਇਮਪ੍ਰੈਸ਼ਨ ਪ੍ਰਿੰਟਿੰਗ ਅਤੇ ਪੈਕਿੰਗ ਲਿਮਿਟਿਡ, ਪਲਾਟ 22 ਅਤੇ 49 ਜੀਐੱਫ, ਇੰਡਸਟਰੀ ਏਰੀਆ, ਫੇਸ-2 ਪੰਚਕੂਲਾ (ਹਰਿਆਣਾ) ਤੋਂ ਪ੍ਰਕਾਸ਼ਿਤ Title code : CHAMUL00914 bbox=[154, 1518, 870, 1529]
rohtang-text-column-2 bbox=[826, 92, 994, 497]
paragraph: ਪਹਿਲਾਂ ਦੀ ਤਰ੍ਹਾਂ ਅੱਜ ਮੈਂ ਫੇਰ ਉਹੀ ਗੱਲ ਯਾਦ ਕਰਕੇ ਬਹੁਤ ਰੋਇਆ। ਪਛਤਾਵਾ ਕਰਨ ਨਾਲ ਕੀ ਹੁੰਦਾ ਹੈ ... । bbox=[810, 750, 898, 792]
brand-email: Info@paigamejagat.com bbox=[49, 39, 159, 51]
rohtang-author-card bbox=[826, 175, 904, 274]
rohtang-photo-caption: ਬਰਫ਼ ਨਾਲ ਢਕੀਆਂ ਚੋਟੀਆਂ ਦੇ ਪੈਰਾਗਲਾਈਡਿੰਗ ਕਰਦੇ ਸੈਲਾਨੀ ਅਤੇ ਰੋਹਤਾਂਗ ਪਾਸ ਵੱਲ ਜਾਂਦਾ ਪਹਾੜੀ ਰਸਤਾ। bbox=[453, 454, 737, 464]
paragraph: ਪਛਤਾਵਾ ... ਹੁਣ ਮੈਂ ਕਰਨ ਨਾਲ ਕੀ ਹੁੰਦਾ ਹੈ। ਉਹ ਉੱਪਰ ਵੱਲ ਦੇਖਦਾ ਹੈ। ਗੱਲ ਇਹ ਹੈ 2008 ਦੀ ਹੈ। ਸਤੰਬਰ ਦਾ ਮਹੀਨਾ ਸੀ। bbox=[386, 758, 482, 800]
paragraph: ਮਾਂ ਨੇ ਕਿਹਾ ... ਹੁਣ ਤਾਂ ਮੈਂ ਕੁਝ ਨਹੀਂ ਕਰ ਸਕਦੀ। ਤੇਰੇ ਬਾਪੂ ਦੇ ਮਰਨ ਤੋਂ ਬਾਅਦ ਮੈਂ ਤੈਨੂੰ ਪਾਲਿਆ ਹੈ। bbox=[489, 870, 589, 901]
editorial-title: ਹੱਕ, ਫ਼ਰਜ਼ ਅਤੇ ਵਿਗੜਿਆ ਸੰਤੁਲਨ bbox=[41, 121, 248, 139]
article-mm-marka-story bbox=[274, 512, 1002, 1032]
paragraph: ਵਿਆਹਾਂ ਵਿੱਚ ਘੱਗਰਾ ਪਾ ਕੇ ਗਿੱਧਾ ਪਾਉਣਾ, ਬੋਲੀਆਂ ਪਾਉਣੀਆਂ ਅਤੇ ਨੱਚਣਾ ਪੰਜਾਬਣਾਂ ਦੀ ਪਛਾਣ ਸੀ। bbox=[905, 1047, 993, 1089]
paragraph: ਵਿਆਹਾਂ ਵਿੱਚ ਘੱਗਰਾ ਪਾ ਕੇ ਗਿੱਧਾ ਪਾਉਣਾ, ਬੋਲੀਆਂ ਪਾਉਣੀਆਂ ਅਤੇ ਨੱਚਣਾ ਪੰਜਾਬਣਾਂ ਦੀ ਪਛਾਣ ਸੀ। bbox=[386, 1139, 482, 1170]
rohtang-author-line2: ਪਾਸ ਤਹਿਸੀਲ ਮੁਕੇਰੀਆਂ, bbox=[841, 251, 889, 258]
paigam-watermark-stamp bbox=[528, 704, 603, 743]
story-text-column-1 bbox=[283, 520, 379, 1023]
rohtang-main-block bbox=[453, 92, 819, 497]
paragraph: ਅੱਜ ਦੇ ਸਮੇਂ ਵਿੱਚ ਇਹ ਪਹਿਰਾਵਾ ਲਗਭਗ ਅਲੋਪ ਹੋ ਗਿਆ ਹੈ। ਨਵੀਂ ਪੀੜ੍ਹੀ ਨੂੰ ਤਾਂ ਇਸ ਬਾਰੇ ਕੁਝ ਨਹੀਂ ਪਤਾ। bbox=[386, 1220, 482, 1263]
culture-author-caption bbox=[489, 1372, 581, 1395]
paragraph: ਪਛਤਾਵਾ ... ਹੁਣ ਮੈਂ ਕਰਨ ਨਾਲ ਕੀ ਹੁੰਦਾ ਹੈ। ਉਹ ਉੱਪਰ ਵੱਲ ਦੇਖਦਾ ਹੈ। ਗੱਲ ਇਹ ਹੈ 2008 ਦੀ ਹੈ। ਸਤੰਬਰ ਦਾ ਮਹੀਨਾ ਸੀ। bbox=[703, 824, 803, 866]
stamp-bot: ਜਗਤ bbox=[526, 1195, 541, 1203]
paragraph: ਪੰਜਾਬੀ ਸੱਭਿਆਚਾਰ ਵਿੱਚ ਘੱਗਰਾ ਇੱਕ ਅਜਿਹਾ ਪਹਿਰਾਵਾ ਰਿਹਾ ਹੈ ਜੋ ਔਰਤਾਂ ਦੀ ਸ਼ਾਨ ਅਤੇ ਸੁੰਦਰਤਾ ਦਾ ਪ੍ਰਤੀਕ ਮੰਨਿਆ ਜਾਂਦਾ ਸੀ। bbox=[810, 1093, 898, 1135]
editorial-paragraph: ਜੇ ਅਸੀਂ ਸਿਰਫ਼ ਹੱਕ ਮੰਗਣ ਤੱਕ ਹੀ ਸੀਮਤ ਰਹਿ ਜਾਂਦੇ ਹਾਂ, ਤਾਂ ਲੋਕਤੰਤਰ ਦਾ ਹੌਲੀ-ਹੌਲੀ ਅਵਿਵਸਥਾ, ਅਵਿਵਸਥਾ ਅਤੇ ਟਕਰਾਅ ਵੱਲ ਵਧਣਾ ਸ਼ੁਰੂ ਹੋ ਜਾਂਦਾ ਹੈ। ਅੱਜ ਦਾ ਸਭ ਤੋਂ ਵੱਡਾ ਸੰਕਟ ਇਹ ਨਹੀਂ ਕਿ ਲੋਕਾਂ ਕੋਲ ਹੱਕ ਨਹੀਂ ਹਨ, ਸਗੋਂ ਇਹ ਹੈ ਕਿ ਹੱਕਾਂ ਦੇ ਨਾਲ ਆਉਣ ਵਾਲੇ ਫ਼ਰਜ਼ ਕੌਣ ਨਿਭਾਉਂਦਾ ਹੈ। bbox=[30, 883, 259, 951]
paragraph: ਮੈਨੂੰ ਕੁਝ ਨਹੀਂ ਚਾਹੀਦਾ ... ਮੈਂ ਡਾਕਟਰ ਕੋਲ ਵਿਖਾ ਲਿਆ ਹੈ। ਮੈਂ ਆਪਣੇ ਘਰ ਹੀ ਰਹਿਣਾ ਹੈ। ਪੁੱਤਰ ਦਾ ਗੁੱਸਾ ਹੋਰ ਵੱਧ ਗਿਆ। bbox=[283, 785, 379, 828]
culture-author-block bbox=[489, 1293, 581, 1495]
paragraph: ਪਹਿਲਾਂ ਦੀ ਤਰ੍ਹਾਂ ਅੱਜ ਮੈਂ ਫੇਰ ਉਹੀ ਗੱਲ ਯਾਦ ਕਰਕੇ ਬਹੁਤ ਰੋਇਆ। ਪਛਤਾਵਾ ਕਰਨ ਨਾਲ ਕੀ ਹੁੰਦਾ ਹੈ ... । bbox=[596, 824, 696, 866]
torch-logo-icon bbox=[962, 18, 1000, 64]
paragraph: ਸੈਲਾਨੀ ਦੁਨੀਆ ਵਿੱਚ ਵੀ ਦੂਰ ਨਾਲ ਵੱਖਰੇ ਕਰਵਾਉਣ ਵਾਲਾ ਹੈ ਇਸ ਕਾਰਨ ਇੱਥੋਂ ਤੱਕ ਪਹੁੰਚਣਾ ਔਖਾ ਹੁੰਦਾ ਹੈ। ਮਨਾਲੀ ਤੋਂ ਰੋਹਤਾਂਗ ਪਾਸ ਦੀ ਦੂਰੀ 51 ਕਿਲੋਮੀਟਰ ਹੈ। bbox=[826, 319, 994, 351]
brand-name: PAIGAM-E-JAGAT bbox=[49, 27, 144, 39]
editorial-paragraph: ਸੜਕਾਂ 'ਤੇ ਟ੍ਰੈਫਿਕ ਨਿਯਮ ਤੋੜਨਾ, ਸਰਕਾਰੀ ਸੰਪਤੀ ਨੂੰ ਨੁਕਸਾਨ ਪਹੁੰਚਾਉਣਾ, ਵਾਤਾਵਰਨ ਬਾਰੇ ਉਦਾਸੀਨਤਾ - ਇਹ ਸਭ ਫ਼ਰਜ਼ਾਂ ਤੋਂ ਭੱਜਣ ਦੀਆਂ ਨਿਸ਼ਾਨੀਆਂ ਹਨ। bbox=[30, 789, 259, 830]
footer-english-line: Editor-Davinder Kumar printed at Impression Printing & Packaging Ltd.Plot 22 & 49GF, Industrial Area, Phase-2 Panchkula(Haryana)-134115 bbox=[156, 1532, 868, 1547]
paragraph: ਵਿਆਹਾਂ ਵਿੱਚ ਘੱਗਰਾ ਪਾ ਕੇ ਗਿੱਧਾ ਪਾਉਣਾ, ਬੋਲੀਆਂ ਪਾਉਣੀਆਂ ਅਤੇ ਨੱਚਣਾ ਪੰਜਾਬਣਾਂ ਦੀ ਪਛਾਣ ਸੀ। bbox=[283, 1093, 379, 1124]
rohtang-author-line3: ਜ਼ਿਲ੍ਹਾ ਹੁਸ਼ਿਆਰਪੁਰ. bbox=[845, 258, 885, 265]
story-headline-red: 'ਪਛਤਾਵਾ' bbox=[716, 522, 803, 549]
editorial-paragraph: ਸੜਕਾਂ 'ਤੇ ਟ੍ਰੈਫਿਕ ਨਿਯਮ ਤੋੜਨਾ, ਸਰਕਾਰੀ ਸੰਪਤੀ ਨੂੰ ਨੁਕਸਾਨ ਪਹੁੰਚਾਉਣਾ, ਵਾਤਾਵਰਨ ਬਾਰੇ ਉਦਾਸੀਨਤਾ - ਇਹ ਸਭ ਫ਼ਰਜ਼ਾਂ ਤੋਂ ਭੱਜਣ ਦੀਆਂ ਨਿਸ਼ਾਨੀਆਂ ਹਨ। bbox=[30, 514, 246, 569]
culture-under-photo bbox=[489, 1293, 803, 1495]
banner-dash-right bbox=[210, 96, 267, 98]
page-number: 2 bbox=[26, 20, 43, 56]
editorial-author-designation: ਸੰਪਾਦਕ, ਪੈਗਾਮ-ਏ-ਜਗਤ bbox=[186, 527, 244, 535]
